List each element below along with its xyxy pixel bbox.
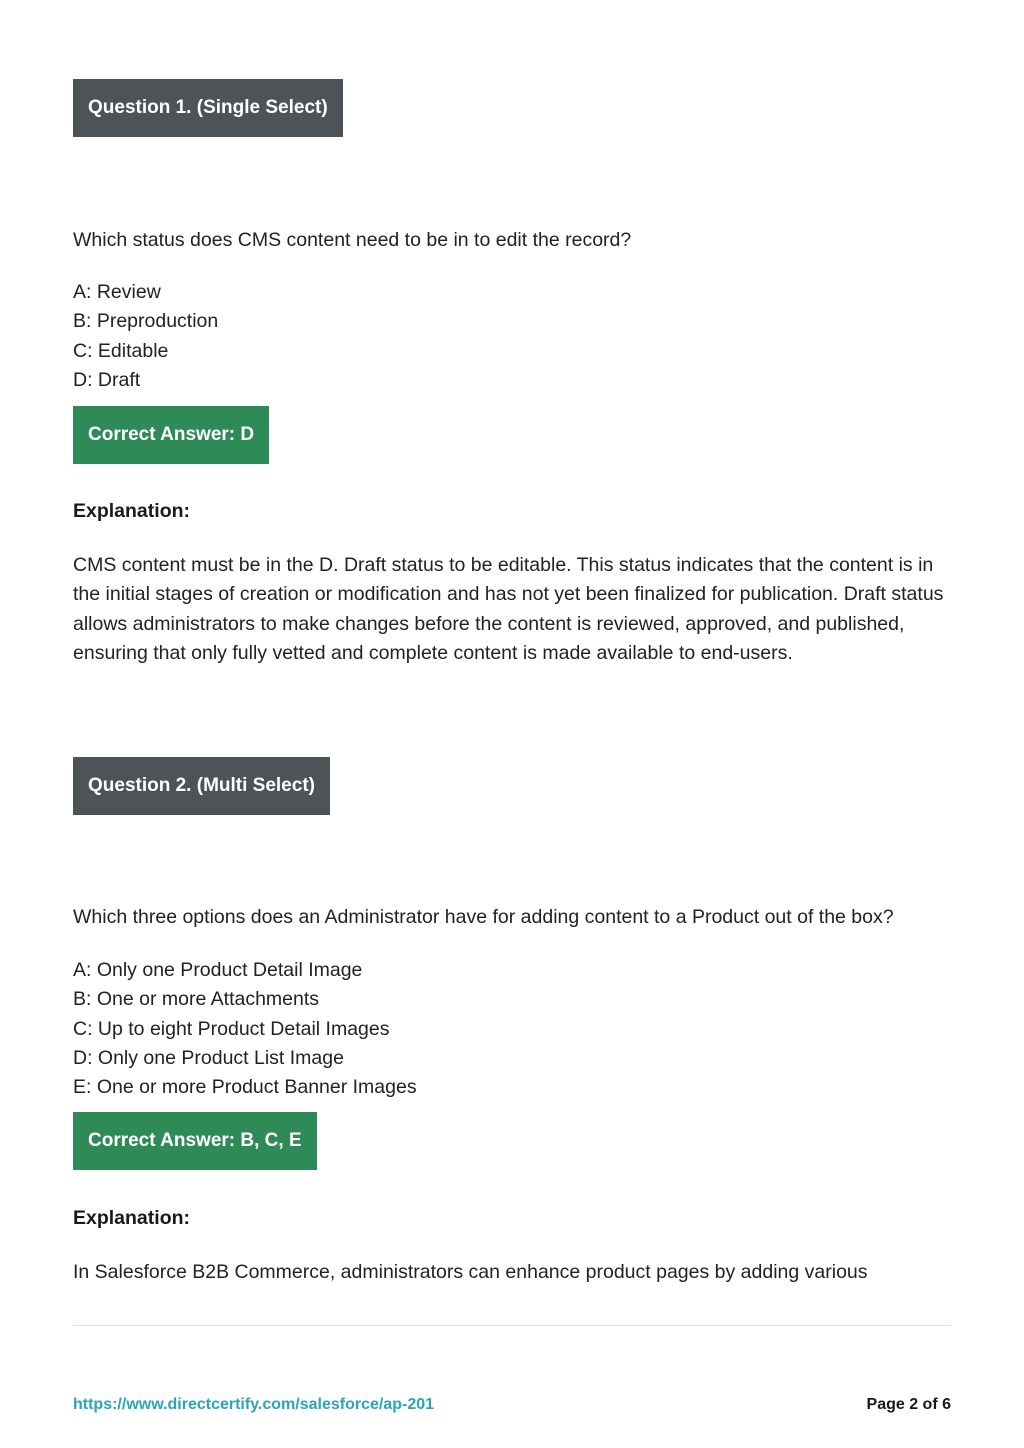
question-1-options [73, 278, 218, 395]
question-2-badge: Question 2. (Multi Select) [73, 757, 330, 815]
footer-divider [73, 1325, 951, 1326]
question-2-correct-answer-badge: Correct Answer: B, C, E [73, 1112, 317, 1170]
option-item: A: Review [73, 281, 161, 303]
option-item: A: Only one Product Detail Image [73, 959, 363, 981]
question-1-correct-answer-badge: Correct Answer: D [73, 406, 269, 464]
option-item: E: One or more Product Banner Images [73, 1076, 417, 1099]
question-2-explanation-heading: Explanation: [73, 1207, 191, 1229]
question-2-options [73, 956, 417, 1102]
option-item: B: One or more Attachments [73, 988, 320, 1011]
option-item: C: Up to eight Product Detail Images [73, 1017, 390, 1040]
question-1-prompt: Which status does CMS content need to be in to edit the record? [73, 229, 632, 251]
question-1-explanation-text: CMS content must be in the D. Draft status to be editable. This status indicates that the content is in the initial stages of creation or modification and has not yet been finalized for publication. Draft status allows administrators to make changes before the content is reviewed, approved, and published, ensuring that only fully vetted and complete content is made available to end-users. [73, 554, 944, 664]
question-2-explanation-text: In Salesforce B2B Commerce, administrators can enhance product pages by adding various [73, 1261, 868, 1283]
option-item: C: Editable [73, 339, 169, 362]
footer-url-link[interactable]: https://www.directcertify.com/salesforce/ap-201 [73, 1396, 435, 1413]
page-number: Page 2 of 6 [866, 1396, 951, 1413]
question-2-prompt: Which three options does an Administrator have for adding content to a Product out of the box? [73, 906, 894, 928]
question-1-badge: Question 1. (Single Select) [73, 79, 343, 137]
option-item: D: Draft [73, 368, 141, 391]
option-item: D: Only one Product List Image [73, 1046, 344, 1069]
option-item: B: Preproduction [73, 310, 219, 333]
question-1-explanation-heading: Explanation: [73, 500, 191, 522]
